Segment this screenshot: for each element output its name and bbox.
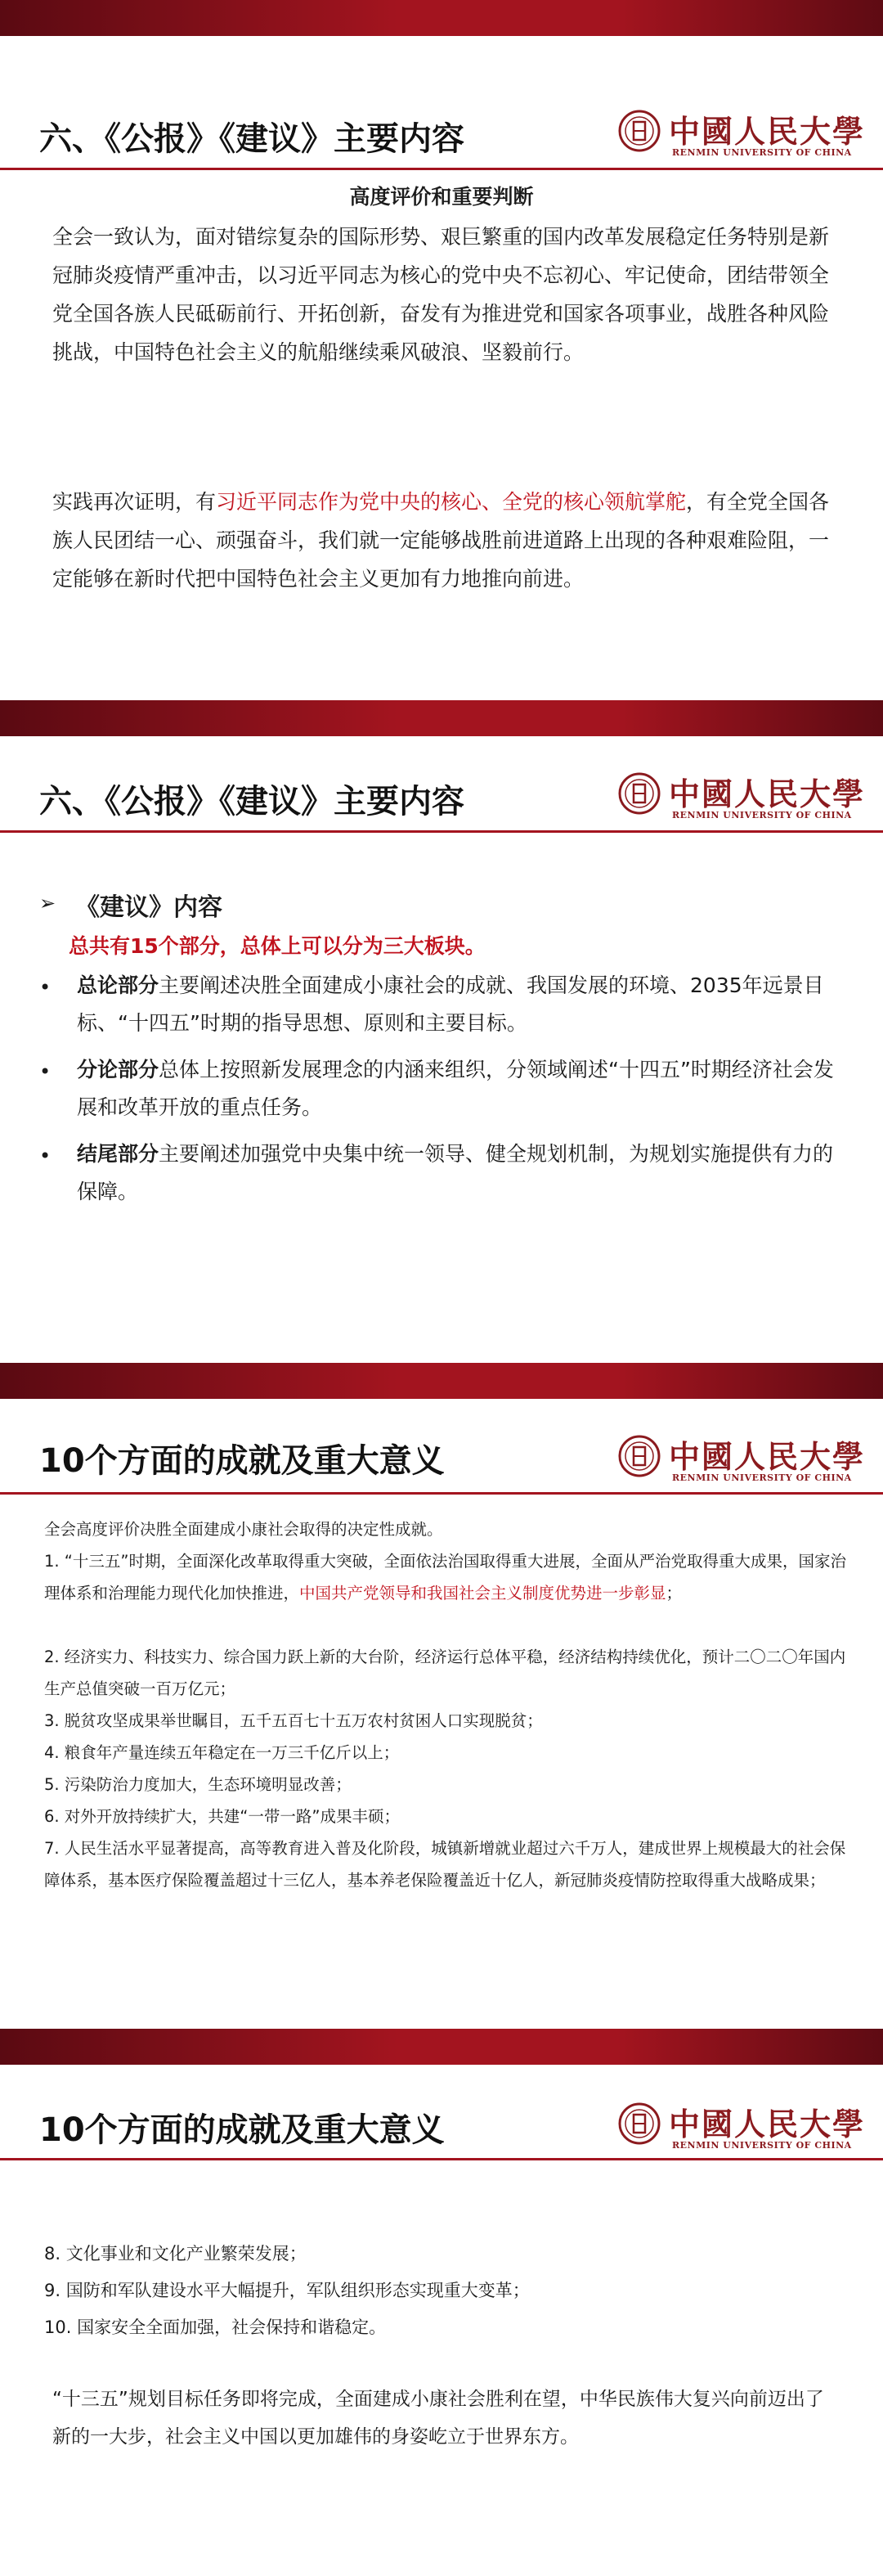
bullet-label: 分论部分 [77,1058,159,1081]
achievement-item: 9. 国防和军队建设水平大幅提升，军队组织形态实现重大变革； [44,2281,530,2300]
slide-title: 六、《公报》《建议》主要内容 [39,783,464,820]
slide-2 [0,700,883,1363]
achievement-item-1-highlight: 中国共产党领导和我国社会主义制度优势进一步彰显 [299,1584,666,1603]
bullet-marker: • [39,976,52,999]
bullet-text: 主要阐述决胜全面建成小康社会的成就、我国发展的环境、2035年远景目标、“十四五”时期的指导思想、原则和主要目标。 [77,973,824,1035]
logo-text-en: RENMIN UNIVERSITY OF CHINA [672,147,852,158]
bullet-marker: • [39,1144,52,1167]
summary-text: 总共有15个部分，总体上可以分为三大板块。 [69,934,486,958]
bullet-item-closing [77,1135,854,1211]
slide-header-bar [0,700,883,736]
bullet-label: 总论部分 [77,973,159,997]
paragraph-2-start: 实践再次证明，有 [52,490,217,514]
paragraph-1: 全会一致认为，面对错综复杂的国际形势、艰巨繁重的国内改革发展稳定任务特别是新冠肺炎疫情严重冲击，以习近平同志为核心的党中央不忘初心、牢记使命，团结带领全党全国各族人民砥砺前行、开拓创新，奋发有为推进党和国家各项事业，战胜各种风险挑战，中国特色社会主义的航船继续乘风破浪、坚毅前行。 [52,225,830,364]
slide-title: 10个方面的成就及重大意义 [39,1442,445,1480]
slide-title: 10个方面的成就及重大意义 [39,2111,445,2149]
achievement-item: 7. 人民生活水平显著提高，高等教育进入普及化阶段，城镇新增就业超过六千万人，建成世界上规模最大的社会保障体系，基本医疗保险覆盖超过十三亿人，基本养老保险覆盖近十亿人，新冠肺炎疫情防控取得重大战略成果； [44,1839,846,1890]
slide-3 [0,1363,883,2029]
intro-text: 全会高度评价决胜全面建成小康社会取得的决定性成就。 [44,1520,443,1539]
logo-text-en: RENMIN UNIVERSITY OF CHINA [672,1472,852,1483]
university-seal-icon [618,2102,661,2145]
bullet-label: 结尾部分 [77,1142,159,1166]
slide-4 [0,2029,883,2576]
slide-1 [0,0,883,700]
achievement-item [44,1545,854,1609]
bullet-item-sections [77,1051,854,1126]
closing-paragraph: “十三五”规划目标任务即将完成，全面建成小康社会胜利在望，中华民族伟大复兴向前迈出了新的一大步，社会主义中国以更加雄伟的身姿屹立于世界东方。 [52,2389,824,2448]
university-seal-icon [618,772,661,815]
logo-text-cn: 中國人民大學 [669,1438,866,1475]
logo-text-en: RENMIN UNIVERSITY OF CHINA [672,810,852,820]
bullet-text: 总体上按照新发展理念的内涵来组织，分领域阐述“十四五”时期经济社会发展和改革开放的重点任务。 [77,1058,834,1119]
paragraph-2-end: ，有全党全国各族人民团结一心、顽强奋斗，我们就一定能够战胜前进道路上出现的各种艰难险阻，一定能够在新时代把中国特色社会主义更加有力地推向前进。 [52,490,830,591]
university-logo [618,1432,866,1492]
title-rule [0,168,883,170]
achievement-item: 3. 脱贫攻坚成果举世瞩目，五千五百七十五万农村贫困人口实现脱贫； [44,1711,543,1730]
paragraph-2-highlight: 习近平同志作为党中央的核心、全党的核心领航掌舵 [216,490,687,514]
achievement-item: 6. 对外开放持续扩大，共建“一带一路”成果丰硕； [44,1807,401,1826]
achievement-item-1-end: ； [666,1584,683,1603]
section-subtitle: 高度评价和重要判断 [349,185,534,209]
logo-text-cn: 中國人民大學 [669,2106,866,2142]
bullet-text: 主要阐述加强党中央集中统一领导、健全规划机制，为规划实施提供有力的保障。 [77,1142,834,1203]
university-logo [618,106,866,167]
bullet-marker: • [39,1060,52,1083]
heading-arrow-icon: ➢ [39,892,56,915]
paragraph-2 [52,483,834,598]
achievement-item: 2. 经济实力、科技实力、综合国力跃上新的大台阶，经济运行总体平稳，经济结构持续优化，预计二〇二〇年国内生产总值突破一百万亿元； [44,1648,846,1698]
title-rule [0,830,883,833]
title-rule [0,1492,883,1495]
university-seal-icon [618,110,661,152]
achievement-item: 10. 国家安全全面加强，社会保持和谐稳定。 [44,2318,387,2337]
university-seal-icon [618,1435,661,1477]
logo-text-cn: 中國人民大學 [669,775,866,812]
university-logo [618,769,866,829]
slide-title: 六、《公报》《建议》主要内容 [39,120,464,158]
logo-text-en: RENMIN UNIVERSITY OF CHINA [672,2140,852,2151]
achievement-item-1-start: 1. “十三五”时期，全面深化改革取得重大突破，全面依法治国取得重大进展，全面从严治党取得重大成果，国家治理体系和治理能力现代化加快推进， [44,1552,847,1603]
achievement-item: 5. 污染防治力度加大，生态环境明显改善； [44,1775,352,1794]
achievement-item: 4. 粮食年产量连续五年稳定在一万三千亿斤以上； [44,1743,400,1762]
bullet-item-overview [77,967,854,1042]
logo-text-cn: 中國人民大學 [669,113,866,150]
achievement-item: 8. 文化事业和文化产业繁荣发展； [44,2244,307,2264]
slide-header-bar [0,0,883,36]
slide-header-bar [0,1363,883,1399]
title-rule [0,2158,883,2160]
slide-header-bar [0,2029,883,2065]
university-logo [618,2099,866,2160]
section-heading: 《建议》内容 [75,893,222,922]
